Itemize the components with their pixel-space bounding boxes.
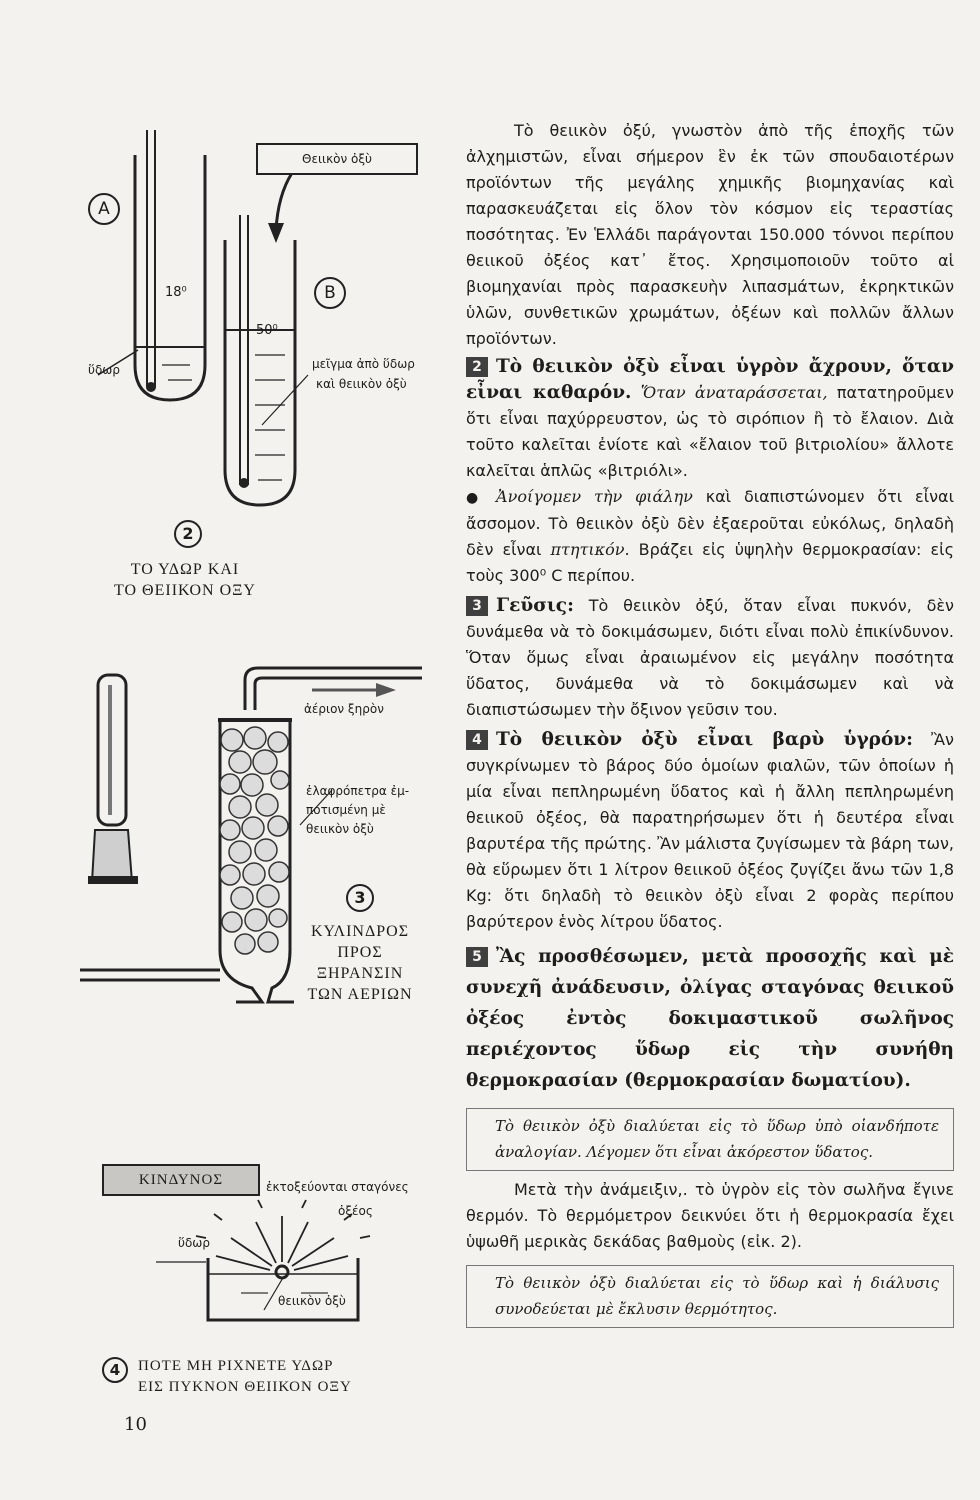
acid-label-fig4: θειικὸν ὀξὺ: [278, 1294, 346, 1308]
bullet-paragraph: [466, 484, 954, 589]
figure-number-4: 4: [102, 1357, 128, 1383]
figure-3-caption-line4: ΤΩΝ ΑΕΡΙΩΝ: [307, 986, 413, 1003]
figure-number-3: 3: [346, 884, 374, 912]
water-label: ὕδωρ: [88, 363, 120, 377]
pumice-stones: [220, 727, 289, 954]
section-3: [466, 593, 954, 723]
section-4-heading: Τὸ θειικὸν ὀξὺ εἶναι βαρὺ ὑγρόν:: [496, 729, 913, 750]
pumice-label-line3: θειικὸν ὀξὺ: [306, 822, 374, 836]
mixture-label-line1: μεῖγμα ἀπὸ ὕδωρ: [312, 357, 415, 371]
section-2-heading: Τὸ θειικὸν ὀξὺ εἶναι ὑγρὸν ἄχρουν, ὅταν εἶναι καθαρόν.: [466, 356, 954, 403]
figure-3-caption-line3: ΞΗΡΑΝΣΙΝ: [316, 965, 404, 982]
bullet-italic-2: πτητικόν.: [550, 540, 630, 559]
bullet-text-2: Βράζει εἰς ὑψηλὴν θερμοκρασίαν: εἰς τοὺς 300⁰ C περίπου.: [466, 540, 954, 585]
after-mixing-paragraph: Μετὰ τὴν ἀνάμειξιν,. τὸ ὑγρὸν εἰς τὸν σωλῆνα ἔγινε θερμόν. Τὸ θερμόμετρον δεικνύει ὅτι ἡ θερμοκρασία ἔχει ὑψωθῆ μερικὰς δεκάδας βαθμοὺς (εἰκ. 2).: [466, 1180, 954, 1251]
section-2-text: πατατηροῦμεν ὅτι εἶναι παχύρρευστον, ὡς τὸ σιρόπιον ἢ τὸ ἔλαιον. Διὰ τοῦτο καλεῖται ἐνίοτε καὶ «ἔλαιον τοῦ βιτριολίου» ἄλλοτε καλεῖται ἁπλῶς «βιτριόλι».: [466, 383, 954, 480]
pumice-label-line2: ποτισμένη μὲ: [306, 803, 386, 817]
conclusion-box-1: Τὸ θειικὸν ὀξὺ διαλύεται εἰς τὸ ὕδωρ ὑπὸ οἱανδήποτε ἀναλογίαν. Λέγομεν ὅτι εἶναι ἀκόρεστον ὕδατος.: [466, 1108, 954, 1171]
section-3-heading: Γεῦσις:: [496, 595, 574, 616]
section-3-number: 3: [466, 596, 488, 616]
conclusion-box-2: Τὸ θειικὸν ὀξὺ διαλύεται εἰς τὸ ὕδωρ καὶ ἡ διάλυσις συνοδεύεται μὲ ἔκλυσιν θερμότητος.: [466, 1265, 954, 1328]
water-label-fig4: ὕδωρ: [178, 1236, 210, 1250]
dry-air-label: ἀέριον ξηρὸν: [304, 702, 384, 716]
danger-label: ΚΙΝΔΥΝΟΣ: [102, 1164, 260, 1196]
bullet-text-1: καὶ διαπιστώνομεν ὅτι εἶναι ἄσσομον. Τὸ θειικὸν ὀξὺ δὲν ἐξαεροῦται εὐκόλως, δηλαδὴ δὲν εἶναι: [466, 487, 955, 559]
drops-label: ἐκτοξεύονται σταγόνες: [266, 1180, 409, 1194]
acid-drops-label: ὀξέος: [338, 1204, 373, 1218]
figure-number-2: 2: [174, 520, 202, 548]
mixture-label-line2: καὶ θειικὸν ὀξὺ: [316, 377, 407, 391]
section-2-number: 2: [466, 357, 488, 377]
figure-2-test-tubes: [80, 125, 440, 605]
bullet-italic: Ἀνοίγομεν τὴν φιάλην: [496, 487, 693, 506]
figure-3-caption-line2: ΠΡΟΣ: [337, 944, 383, 961]
section-5: [466, 941, 954, 1096]
figure-2-caption-line1: ΤΟ ΥΔΩΡ ΚΑΙ: [130, 561, 240, 578]
pumice-label-line1: ἐλαφρόπετρα ἐμ-: [306, 784, 410, 798]
bullet-icon: ●: [466, 490, 487, 506]
temperature-b: 50⁰: [256, 323, 278, 338]
figure-3-drying-column: [80, 650, 440, 1060]
temperature-a: 18⁰: [165, 285, 187, 300]
marker-a: A: [88, 193, 120, 225]
section-2-italic: Ὅταν ἀναταράσσεται,: [640, 383, 828, 402]
intro-paragraph: Τὸ θειικὸν ὀξύ, γνωστὸν ἀπὸ τῆς ἐποχῆς τῶν ἀλχημιστῶν, εἶναι σήμερον ἓν ἐκ τῶν σπουδαιοτέρων προϊόντων τῆς μεγάλης χημικῆς βιομηχανίας καὶ παρασκευάζεται εἰς ὅλον τὸν κόσμον εἰς τεραστίας ποσότητας. Ἐν Ἑλλάδι παράγονται 150.000 τόννοι περίπου θειικοῦ ὀξέος κατ᾽ ἔτος. Χρησιμοποιοῦν τοῦτο αἱ βιομηχανίαι πρὸς παρασκευὴν λιπασμάτων, ἐκρηκτικῶν ὑλῶν, συνθετικῶν χρωμάτων, ὀξέων καὶ πολλῶν ἄλλων προϊόντων.: [466, 121, 954, 348]
section-2: [466, 354, 954, 484]
sulfuric-acid-bottle-label: Θειικὸν ὀξὺ: [256, 143, 418, 175]
figure-2-caption-line2: ΤΟ ΘΕΙΙΚΟΝ ΟΞΥ: [114, 582, 256, 599]
figure-4-danger: [96, 1150, 456, 1400]
figure-3-caption-line1: ΚΥΛΙΝΔΡΟΣ: [310, 923, 410, 940]
figure-4-caption-line2: ΕΙΣ ΠΥΚΝΟΝ ΘΕΙΙΚΟΝ ΟΞΥ: [138, 1379, 352, 1395]
section-5-text: Ἂς προσθέσωμεν, μετὰ προσοχῆς καὶ μὲ συνεχῆ ἀνάδευσιν, ὀλίγας σταγόνας θειικοῦ ὀξέος ἐντὸς δοκιμαστικοῦ σωλῆνος περιέχοντος ὕδωρ εἰς τὴν συνήθη θερμοκρασίαν (θερμοκρασίαν δωματίου).: [466, 946, 954, 1091]
figure-4-caption-line1: ΠΟΤΕ ΜΗ ΡΙΧΝΕΤΕ ΥΔΩΡ: [138, 1358, 334, 1374]
section-4: [466, 727, 954, 935]
marker-b: B: [314, 277, 346, 309]
section-5-number: 5: [466, 947, 488, 967]
section-4-text: Ἂν συγκρίνωμεν τὸ βάρος δύο ὁμοίων φιαλῶν, τῶν ὁποίων ἡ μία εἶναι πεπληρωμένη ὕδατος καὶ ἡ ἄλλη πεπληρωμένη θειικοῦ ὀξέος, θὰ παρατηρήσωμεν ὅτι ἡ δευτέρα εἶναι βαρυτέρα τῆς πρώτης. Ἂν μάλιστα ζυγίσωμεν τὰ βάρη των, θὰ εὕρωμεν ὅτι 1 λίτρον θειικοῦ ὀξέος ζυγίζει ἄνω τῶν 1,8 Kg: ὅτι δηλαδὴ τὸ θειικὸν ὀξὺ εἶναι 2 φορὰς περίπου βαρύτερον ἑνὸς λίτρου ὕδατος.: [466, 730, 954, 931]
section-4-number: 4: [466, 730, 488, 750]
text-column: [466, 118, 954, 1328]
page-number: 10: [124, 1414, 147, 1435]
section-3-text: Τὸ θειικὸν ὀξύ, ὅταν εἶναι πυκνόν, δὲν δυνάμεθα νὰ τὸ δοκιμάσωμεν, διότι εἶναι πολὺ ἐπικίνδυνον. Ὅταν ὅμως εἶναι ἀραιωμένον εἰς μεγάλην ποσότητα ὕδατος, δυνάμεθα νὰ τὸ δοκιμάσωμεν καὶ νὰ διαπιστώσωμεν τὴν ὄξινον γεῦσιν του.: [466, 596, 954, 719]
